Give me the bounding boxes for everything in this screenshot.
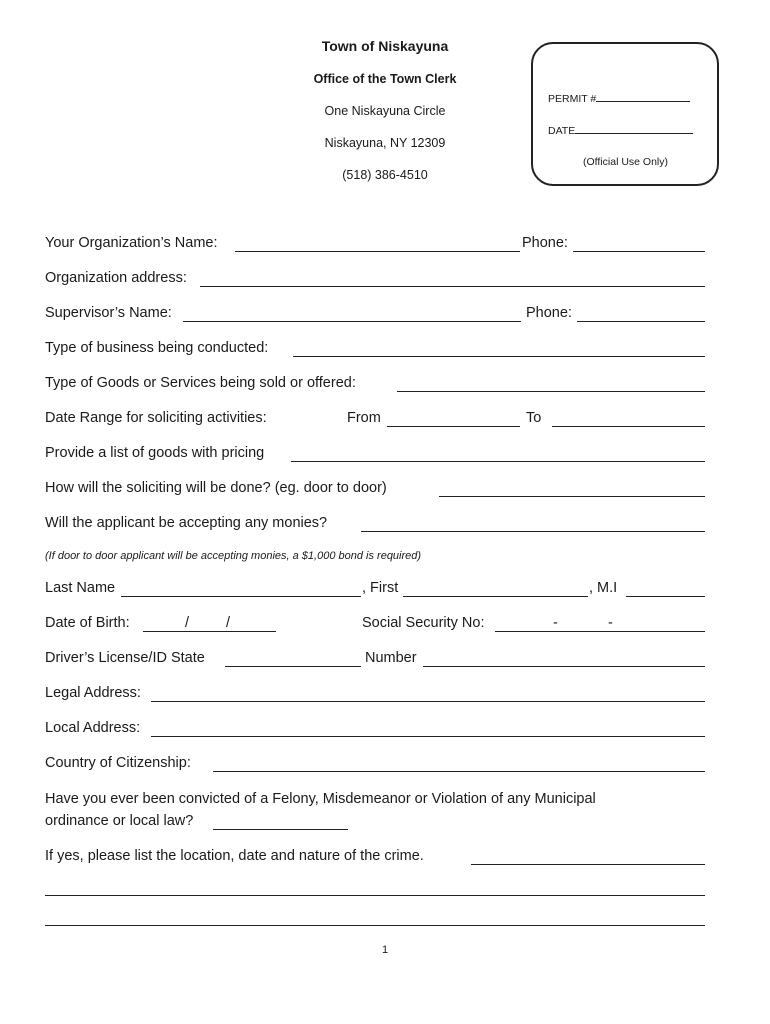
ssn-separator: - <box>553 615 558 631</box>
last-name-field[interactable] <box>121 596 361 597</box>
official-use-box <box>531 42 719 186</box>
official-use-note: (Official Use Only) <box>583 156 668 168</box>
conviction-answer-field[interactable] <box>213 829 348 830</box>
supervisor-phone-field[interactable] <box>577 321 705 322</box>
supervisor-label: Supervisor’s Name: <box>45 305 172 321</box>
first-name-field[interactable] <box>403 596 588 597</box>
license-row <box>45 650 705 670</box>
goods-list-row <box>45 445 705 465</box>
date-range-label: Date Range for soliciting activities: <box>45 410 267 426</box>
address-line1: One Niskayuna Circle <box>324 104 446 118</box>
office-name: Office of the Town Clerk <box>313 72 457 86</box>
if-yes-field[interactable] <box>471 864 705 865</box>
business-type-field[interactable] <box>293 356 705 357</box>
how-row <box>45 480 705 500</box>
legal-address-field[interactable] <box>151 701 705 702</box>
ssn-separator: - <box>608 615 613 631</box>
dob-field[interactable] <box>143 631 276 632</box>
conviction-question-line1: Have you ever been convicted of a Felony, Misdemeanor or Violation of any Municipal <box>45 791 596 807</box>
org-name-label: Your Organization’s Name: <box>45 235 218 251</box>
goods-list-field[interactable] <box>291 461 705 462</box>
crime-details-line-2[interactable] <box>45 925 705 926</box>
monies-label: Will the applicant be accepting any monies? <box>45 515 328 531</box>
middle-initial-label: , M.I <box>589 580 618 596</box>
to-date-field[interactable] <box>552 426 705 427</box>
legal-address-row <box>45 685 705 705</box>
supervisor-row <box>45 305 705 325</box>
date-row <box>548 122 693 137</box>
business-type-row <box>45 340 705 360</box>
legal-address-label: Legal Address: <box>45 685 141 701</box>
license-state-label: Driver’s License/ID State <box>45 650 205 666</box>
first-name-label: , First <box>362 580 399 596</box>
org-address-row <box>45 270 705 290</box>
permit-label: PERMIT # <box>548 93 597 105</box>
org-name-row <box>45 235 705 255</box>
name-row <box>45 580 705 600</box>
permit-field[interactable] <box>596 90 690 102</box>
permit-row <box>548 90 690 105</box>
monies-row <box>45 515 705 535</box>
dob-label: Date of Birth: <box>45 615 130 631</box>
dob-separator: / <box>226 615 231 631</box>
citizenship-row <box>45 755 705 775</box>
middle-initial-field[interactable] <box>626 596 705 597</box>
page-number: 1 <box>381 944 389 956</box>
from-date-field[interactable] <box>387 426 520 427</box>
town-title: Town of Niskayuna <box>321 38 449 54</box>
citizenship-field[interactable] <box>213 771 705 772</box>
license-number-field[interactable] <box>423 666 705 667</box>
goods-row <box>45 375 705 395</box>
office-phone: (518) 386-4510 <box>342 168 428 182</box>
dob-ssn-row <box>45 615 705 635</box>
org-phone-label: Phone: <box>522 235 568 251</box>
how-label: How will the soliciting will be done? (eg. door to door) <box>45 480 387 496</box>
date-range-row <box>45 410 705 430</box>
date-label: DATE <box>548 125 576 137</box>
supervisor-phone-label: Phone: <box>526 305 572 321</box>
last-name-label: Last Name <box>45 580 116 596</box>
crime-details-line-1[interactable] <box>45 895 705 896</box>
bond-note: (If door to door applicant will be accepting monies, a $1,000 bond is required) <box>45 550 422 562</box>
conviction-row-2 <box>45 813 705 833</box>
citizenship-label: Country of Citizenship: <box>45 755 191 771</box>
goods-list-label: Provide a list of goods with pricing <box>45 445 265 461</box>
if-yes-row <box>45 848 705 868</box>
ssn-label: Social Security No: <box>362 615 485 631</box>
org-address-label: Organization address: <box>45 270 187 286</box>
how-field[interactable] <box>439 496 705 497</box>
supervisor-name-field[interactable] <box>183 321 521 322</box>
goods-label: Type of Goods or Services being sold or offered: <box>45 375 356 391</box>
org-phone-field[interactable] <box>573 251 705 252</box>
ssn-field[interactable] <box>495 631 705 632</box>
local-address-label: Local Address: <box>45 720 141 736</box>
conviction-question-line2: ordinance or local law? <box>45 813 194 829</box>
dob-separator: / <box>185 615 190 631</box>
license-number-label: Number <box>365 650 417 666</box>
date-field[interactable] <box>575 122 693 134</box>
monies-field[interactable] <box>361 531 705 532</box>
org-address-field[interactable] <box>200 286 705 287</box>
business-type-label: Type of business being conducted: <box>45 340 269 356</box>
to-label: To <box>526 410 542 426</box>
if-yes-label: If yes, please list the location, date and nature of the crime. <box>45 848 424 864</box>
org-name-field[interactable] <box>235 251 520 252</box>
license-state-field[interactable] <box>225 666 361 667</box>
local-address-row <box>45 720 705 740</box>
address-line2: Niskayuna, NY 12309 <box>324 136 446 150</box>
goods-field[interactable] <box>397 391 705 392</box>
from-label: From <box>347 410 381 426</box>
conviction-row-1 <box>45 791 705 811</box>
local-address-field[interactable] <box>151 736 705 737</box>
